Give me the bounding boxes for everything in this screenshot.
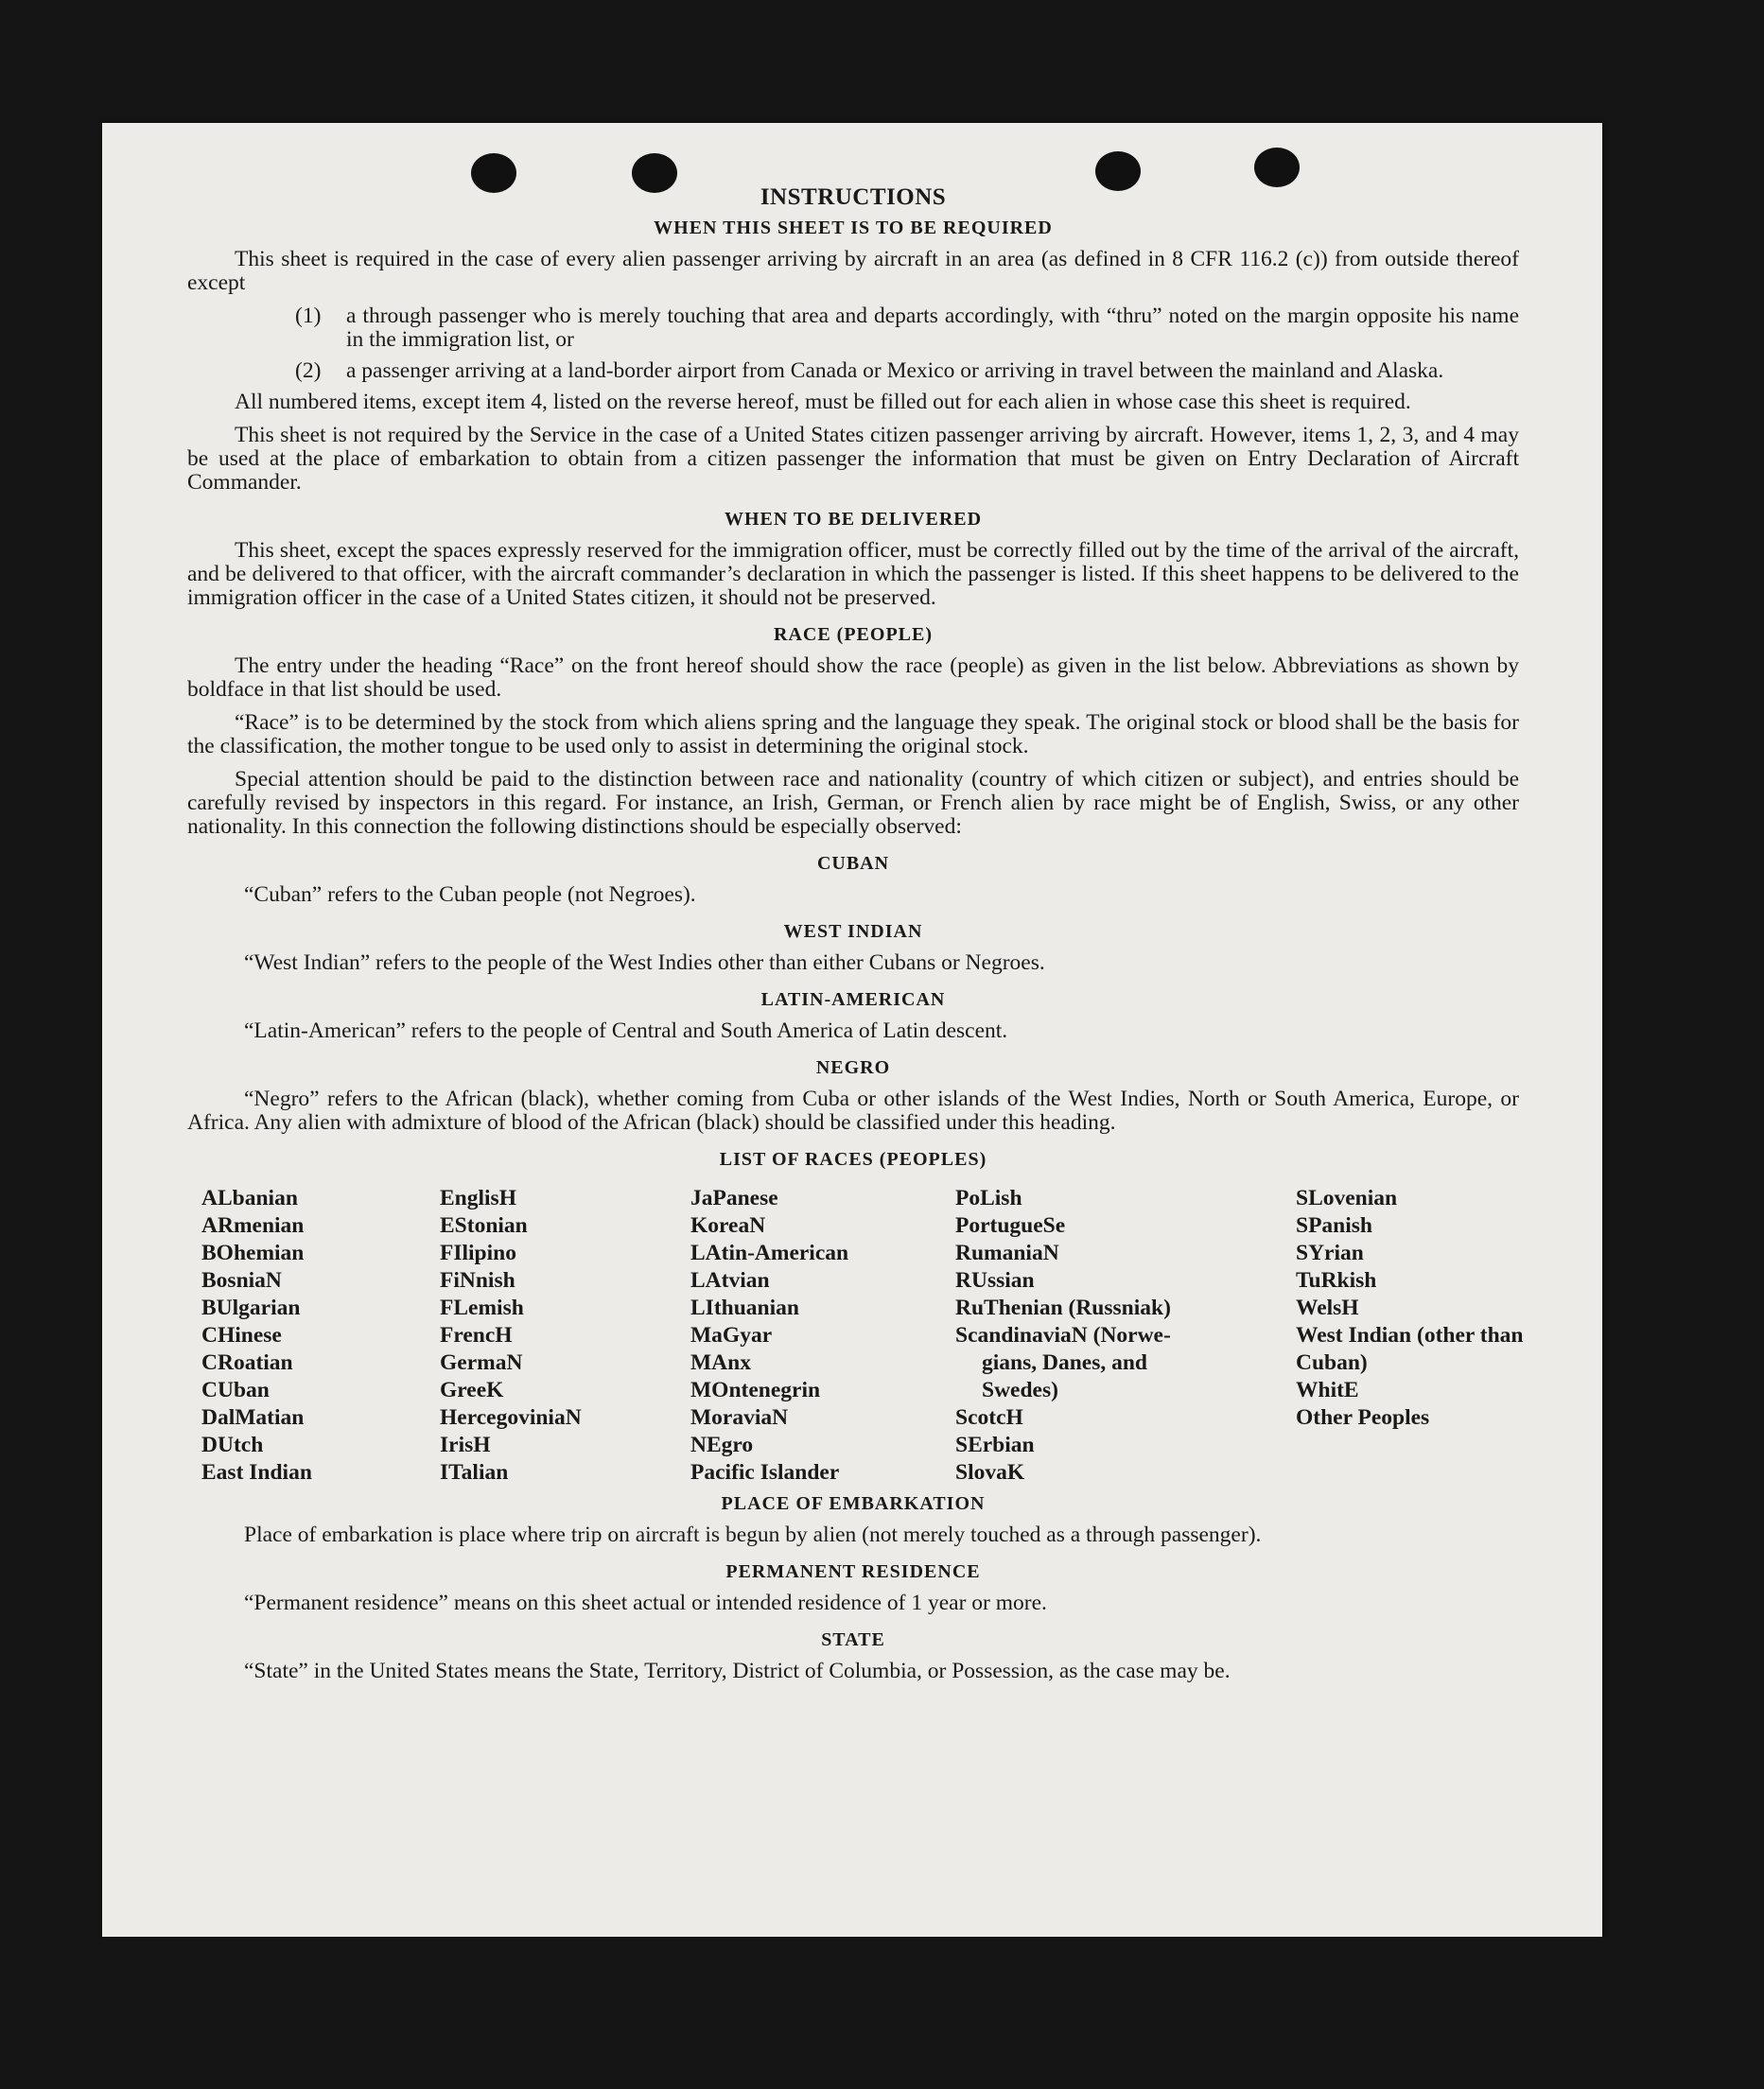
race-entry: CUban	[201, 1378, 270, 1402]
paragraph: This sheet is not required by the Service in the case of a United States citizen passenger arriving by aircraft. However, items 1, 2, 3, and 4 may be used at the place of embarkation to obtain from a citizen passenger the information that must be given on Entry Declaration of Aircraft Commander.	[187, 423, 1519, 495]
document-body	[187, 184, 1524, 1691]
race-entry: ScandinaviaN (Norwe-	[955, 1323, 1171, 1348]
race-entry: MOntenegrin	[690, 1378, 821, 1402]
paragraph: Place of embarkation is place where trip on aircraft is begun by alien (not merely touched as a through passenger).	[244, 1523, 1262, 1547]
race-entry: RUssian	[955, 1268, 1035, 1293]
paragraph: “State” in the United States means the State, Territory, District of Columbia, or Possession, as the case may be.	[244, 1659, 1231, 1683]
section-heading: STATE	[821, 1629, 885, 1650]
item-text: a passenger arriving at a land-border airport from Canada or Mexico or arriving in travel between the mainland and Alaska.	[346, 358, 1444, 383]
race-entry: FrencH	[440, 1323, 513, 1348]
race-entry: IrisH	[440, 1433, 491, 1457]
races-column	[201, 1185, 440, 1487]
item-text: a through passenger who is merely touching that area and departs accordingly, with “thru” noted on the margin opposite his name in the immigration list, or	[346, 304, 1519, 352]
race-entry: KoreaN	[690, 1213, 766, 1238]
race-entry: HercegoviniaN	[440, 1405, 582, 1430]
paragraph: “Race” is to be determined by the stock from which aliens spring and the language they speak. The original stock or blood shall be the basis for the classification, the mother tongue to be used only to assist in determining the original stock.	[187, 710, 1519, 758]
race-entry: MAnx	[690, 1350, 751, 1375]
section-heading: PERMANENT RESIDENCE	[725, 1561, 981, 1582]
race-entry: Pacific Islander	[690, 1460, 840, 1485]
race-entry: FiNnish	[440, 1268, 515, 1293]
race-entry: BOhemian	[201, 1241, 305, 1265]
definition-heading: CUBAN	[816, 853, 890, 874]
races-column	[690, 1185, 955, 1487]
race-entry: NEgro	[690, 1433, 754, 1457]
punch-hole	[1254, 148, 1300, 187]
race-entry: EStonian	[440, 1213, 528, 1238]
section-heading: WHEN THIS SHEET IS TO BE REQUIRED	[654, 218, 1053, 238]
paragraph: Special attention should be paid to the distinction between race and nationality (country of which citizen or subject), and entries should be carefully revised by inspectors in this regard. For instance, an Irish, German, or French alien by race might be of English, Swiss, or any other nationality. In this connection the following distinctions should be especially observed:	[187, 767, 1519, 839]
race-entry: PortugueSe	[955, 1213, 1066, 1238]
definition-text: “Latin-American” refers to the people of Central and South America of Latin descent.	[244, 1018, 1008, 1043]
race-entry: TuRkish	[1296, 1268, 1377, 1293]
race-entry: West Indian (other than Cuban)	[1296, 1323, 1524, 1375]
race-entry: GreeK	[440, 1378, 504, 1402]
race-entry: SlovaK	[955, 1460, 1025, 1485]
race-entry: CRoatian	[201, 1350, 293, 1375]
race-entry: RuThenian (Russniak)	[955, 1296, 1171, 1320]
list-item	[187, 305, 1519, 352]
race-entry: Other Peoples	[1296, 1405, 1430, 1430]
definition-heading: WEST INDIAN	[783, 921, 923, 942]
race-entry: WhitE	[1296, 1378, 1359, 1402]
race-entry: BosniaN	[201, 1268, 282, 1293]
race-entry: LAtin-American	[690, 1241, 849, 1265]
race-entry: East Indian	[201, 1460, 312, 1485]
race-entry: RumaniaN	[955, 1241, 1059, 1265]
item-number: (2)	[295, 358, 322, 383]
race-entry: SPanish	[1296, 1213, 1372, 1238]
race-entry: GermaN	[440, 1350, 523, 1375]
race-entry: LIthuanian	[690, 1296, 799, 1320]
definition-text: “Negro” refers to the African (black), whether coming from Cuba or other islands of the West Indies, North or South America, Europe, or Africa. Any alien with admixture of blood of the African (black) should be classified under this heading.	[187, 1087, 1519, 1135]
race-entry: SErbian	[955, 1433, 1035, 1457]
races-list	[201, 1185, 1524, 1487]
race-entry: DalMatian	[201, 1405, 305, 1430]
race-entry: SLovenian	[1296, 1186, 1398, 1210]
races-column	[440, 1185, 690, 1487]
paragraph: The entry under the heading “Race” on the front hereof should show the race (people) as given in the list below. Abbreviations as shown by boldface in that list should be used.	[187, 653, 1519, 702]
race-entry: BUlgarian	[201, 1296, 301, 1320]
race-entry: gians, Danes, and	[982, 1350, 1147, 1375]
race-entry: FIlipino	[440, 1241, 516, 1265]
races-column	[1296, 1185, 1532, 1487]
section-heading: LIST OF RACES (PEOPLES)	[719, 1149, 987, 1170]
list-item	[187, 359, 1519, 383]
race-entry: MaGyar	[690, 1323, 773, 1348]
race-entry: DUtch	[201, 1433, 264, 1457]
race-entry: ITalian	[440, 1460, 509, 1485]
section-heading: WHEN TO BE DELIVERED	[724, 509, 983, 530]
document-sheet	[102, 123, 1602, 1937]
race-entry: EnglisH	[440, 1186, 516, 1210]
paragraph: “Permanent residence” means on this sheet actual or intended residence of 1 year or more.	[244, 1591, 1047, 1615]
definition-heading: NEGRO	[815, 1057, 891, 1078]
race-entry: MoraviaN	[690, 1405, 789, 1430]
item-number: (1)	[295, 304, 322, 328]
definition-text: “Cuban” refers to the Cuban people (not Negroes).	[244, 882, 696, 907]
race-entry: FLemish	[440, 1296, 524, 1320]
race-entry: ALbanian	[201, 1186, 298, 1210]
race-entry: PoLish	[955, 1186, 1022, 1210]
page-title: INSTRUCTIONS	[760, 184, 947, 210]
race-entry: ScotcH	[955, 1405, 1023, 1430]
section-heading: PLACE OF EMBARKATION	[721, 1493, 986, 1514]
race-entry: ARmenian	[201, 1213, 305, 1238]
race-entry: SYrian	[1296, 1241, 1364, 1265]
race-entry: LAtvian	[690, 1268, 770, 1293]
definition-heading: LATIN-AMERICAN	[760, 989, 946, 1010]
race-entry: CHinese	[201, 1323, 282, 1348]
paragraph: This sheet, except the spaces expressly reserved for the immigration officer, must be correctly filled out by the time of the arrival of the aircraft, and be delivered to that officer, with the aircraft commander’s declaration in which the passenger is listed. If this sheet happens to be delivered to the immigration officer in the case of a United States citizen, it should not be preserved.	[187, 538, 1519, 610]
races-column	[955, 1185, 1296, 1487]
paragraph: All numbered items, except item 4, listed on the reverse hereof, must be filled out for each alien in whose case this sheet is required.	[235, 390, 1411, 414]
paragraph: This sheet is required in the case of every alien passenger arriving by aircraft in an area (as defined in 8 CFR 116.2 (c)) from outside thereof except	[187, 247, 1519, 295]
race-entry: WelsH	[1296, 1296, 1359, 1320]
race-entry: JaPanese	[690, 1186, 778, 1210]
section-heading: RACE (PEOPLE)	[774, 624, 933, 645]
definition-text: “West Indian” refers to the people of the West Indies other than either Cubans or Negroes.	[244, 950, 1045, 975]
race-entry: Swedes)	[982, 1378, 1058, 1402]
